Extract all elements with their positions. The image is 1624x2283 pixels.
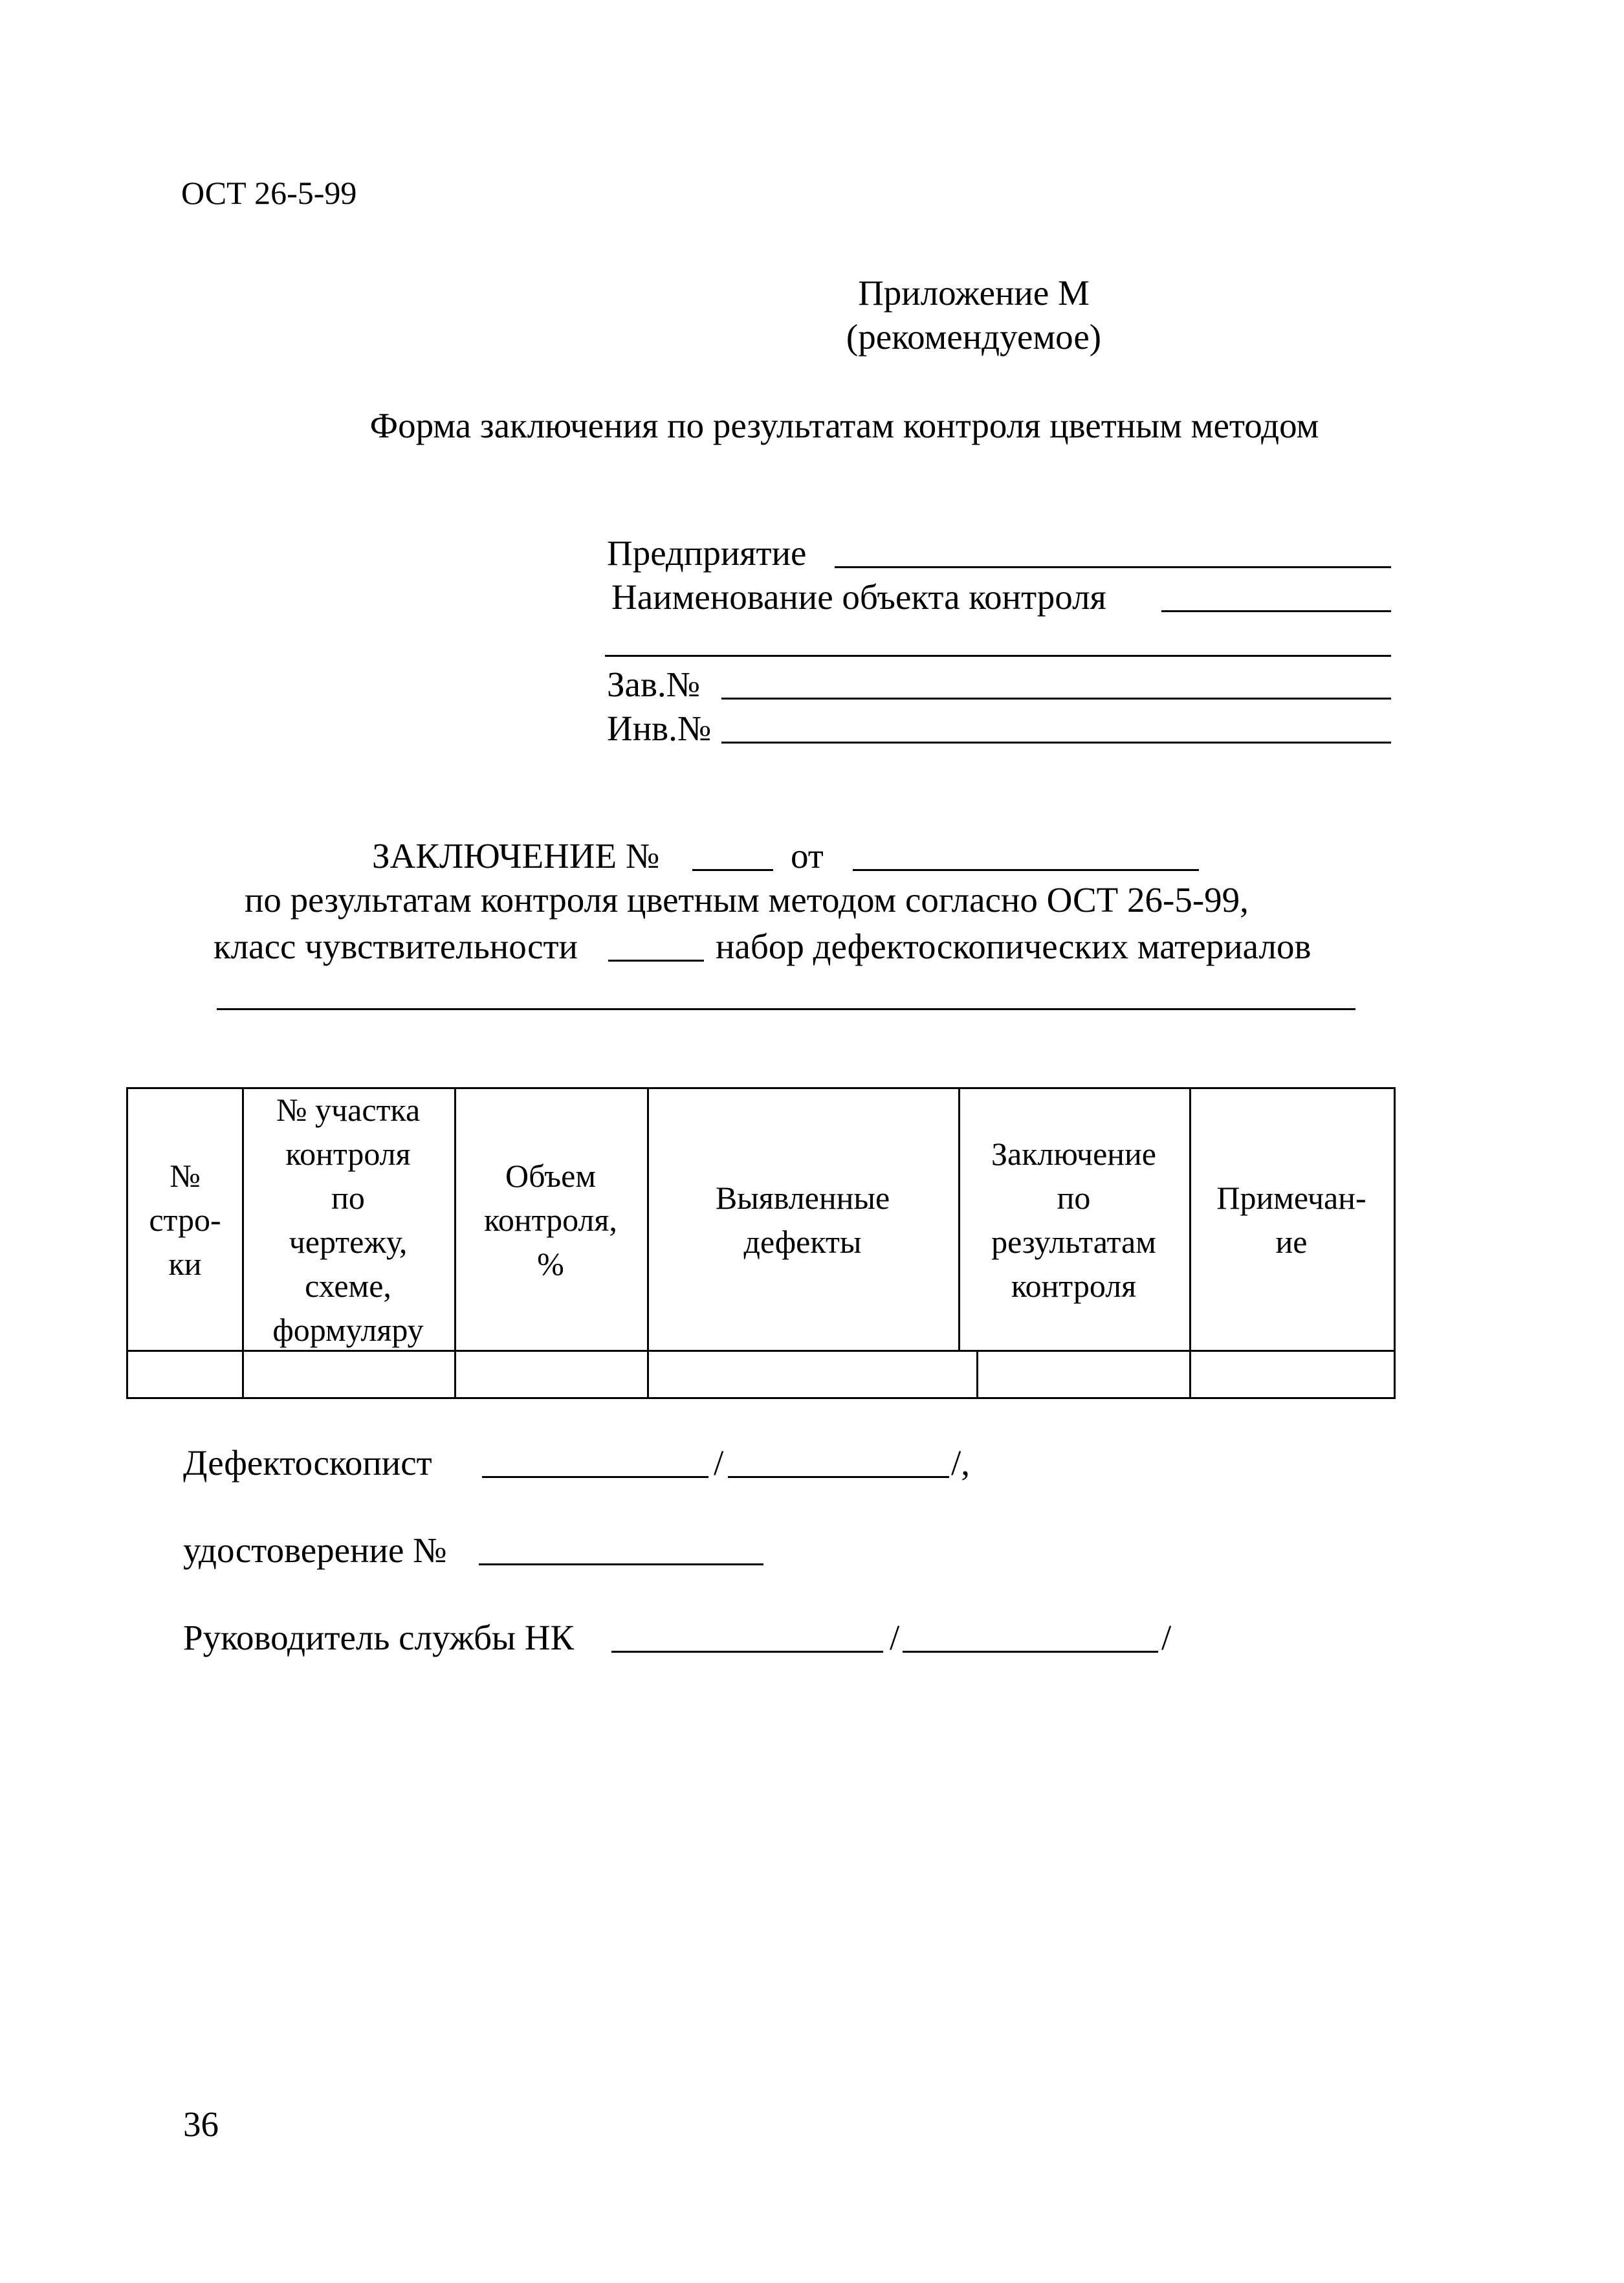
page-number: 36 bbox=[183, 2104, 219, 2144]
head-end: / bbox=[1161, 1618, 1172, 1657]
object-name-continuation-line[interactable] bbox=[605, 655, 1391, 657]
table-cell[interactable] bbox=[1191, 1352, 1394, 1399]
header-line: контроля bbox=[285, 1135, 411, 1172]
inspector-name-line[interactable] bbox=[728, 1476, 949, 1478]
header-line: Заключение bbox=[991, 1135, 1156, 1172]
inventory-number-field-line[interactable] bbox=[721, 742, 1391, 744]
document-code: ОСТ 26-5-99 bbox=[181, 175, 357, 211]
column-header-row-number bbox=[128, 1089, 242, 1350]
sensitivity-field-line[interactable] bbox=[608, 960, 704, 962]
header-line: № участка bbox=[276, 1091, 421, 1128]
inventory-number-label: Инв.№ bbox=[607, 709, 712, 748]
table-cell[interactable] bbox=[978, 1352, 1189, 1399]
column-header-note bbox=[1189, 1089, 1394, 1350]
conclusion-number-field-line[interactable] bbox=[692, 869, 773, 871]
column-header-section-number bbox=[242, 1089, 454, 1350]
object-name-field-line[interactable] bbox=[1161, 610, 1391, 612]
inspector-signature-line[interactable] bbox=[482, 1476, 708, 1478]
header-line: % bbox=[537, 1245, 564, 1282]
appendix-subtitle: (рекомендуемое) bbox=[846, 317, 1102, 357]
header-line: Объем bbox=[505, 1157, 596, 1194]
head-signature-line[interactable] bbox=[611, 1651, 883, 1653]
column-header-conclusion bbox=[958, 1089, 1189, 1350]
header-line: чертежу, bbox=[289, 1223, 408, 1260]
table-cell[interactable] bbox=[649, 1352, 976, 1399]
conclusion-date-field-line[interactable] bbox=[853, 869, 1199, 871]
inspector-end: /, bbox=[951, 1443, 971, 1483]
header-line: стро- bbox=[149, 1201, 221, 1238]
conclusion-title: ЗАКЛЮЧЕНИЕ № bbox=[372, 836, 660, 876]
materials-label: набор дефектоскопических материалов bbox=[716, 927, 1311, 966]
enterprise-label: Предприятие bbox=[607, 533, 807, 573]
column-header-defects bbox=[647, 1089, 958, 1350]
head-of-service-label: Руководитель службы НК bbox=[183, 1618, 575, 1657]
header-line: № bbox=[170, 1157, 201, 1194]
table-cell[interactable] bbox=[244, 1352, 454, 1399]
results-table bbox=[126, 1087, 1396, 1399]
header-line: формуляру bbox=[272, 1311, 424, 1348]
header-line: контроля bbox=[1011, 1267, 1137, 1304]
header-line: Примечан- bbox=[1216, 1179, 1366, 1216]
table-cell[interactable] bbox=[128, 1352, 242, 1399]
header-line: по bbox=[1057, 1179, 1091, 1216]
header-line: дефекты bbox=[743, 1223, 862, 1260]
object-name-label: Наименование объекта контроля bbox=[611, 577, 1106, 617]
appendix-title: Приложение М bbox=[858, 273, 1090, 313]
header-line: ки bbox=[168, 1245, 202, 1282]
header-line: контроля, bbox=[484, 1201, 617, 1238]
certificate-label: удостоверение № bbox=[183, 1530, 447, 1570]
header-line: ие bbox=[1275, 1223, 1308, 1260]
materials-field-line[interactable] bbox=[217, 1008, 1355, 1010]
enterprise-field-line[interactable] bbox=[835, 566, 1391, 568]
conclusion-basis-text: по результатам контроля цветным методом согласно ОСТ 26-5-99, bbox=[245, 880, 1249, 920]
head-separator: / bbox=[890, 1618, 900, 1657]
header-line: схеме, bbox=[305, 1267, 391, 1304]
certificate-number-line[interactable] bbox=[479, 1563, 763, 1565]
head-name-line[interactable] bbox=[903, 1651, 1158, 1653]
form-title: Форма заключения по результатам контроля цветным методом bbox=[369, 406, 1319, 445]
header-line: результатам bbox=[991, 1223, 1156, 1260]
inspector-label: Дефектоскопист bbox=[183, 1443, 432, 1483]
header-line: Выявленные bbox=[715, 1179, 890, 1216]
conclusion-date-label: от bbox=[791, 836, 824, 876]
inspector-separator: / bbox=[714, 1443, 724, 1483]
header-line: по bbox=[331, 1179, 365, 1216]
factory-number-label: Зав.№ bbox=[607, 665, 701, 704]
table-cell[interactable] bbox=[456, 1352, 647, 1399]
factory-number-field-line[interactable] bbox=[721, 698, 1391, 700]
column-header-control-volume bbox=[454, 1089, 647, 1350]
sensitivity-label: класс чувствительности bbox=[214, 927, 578, 966]
